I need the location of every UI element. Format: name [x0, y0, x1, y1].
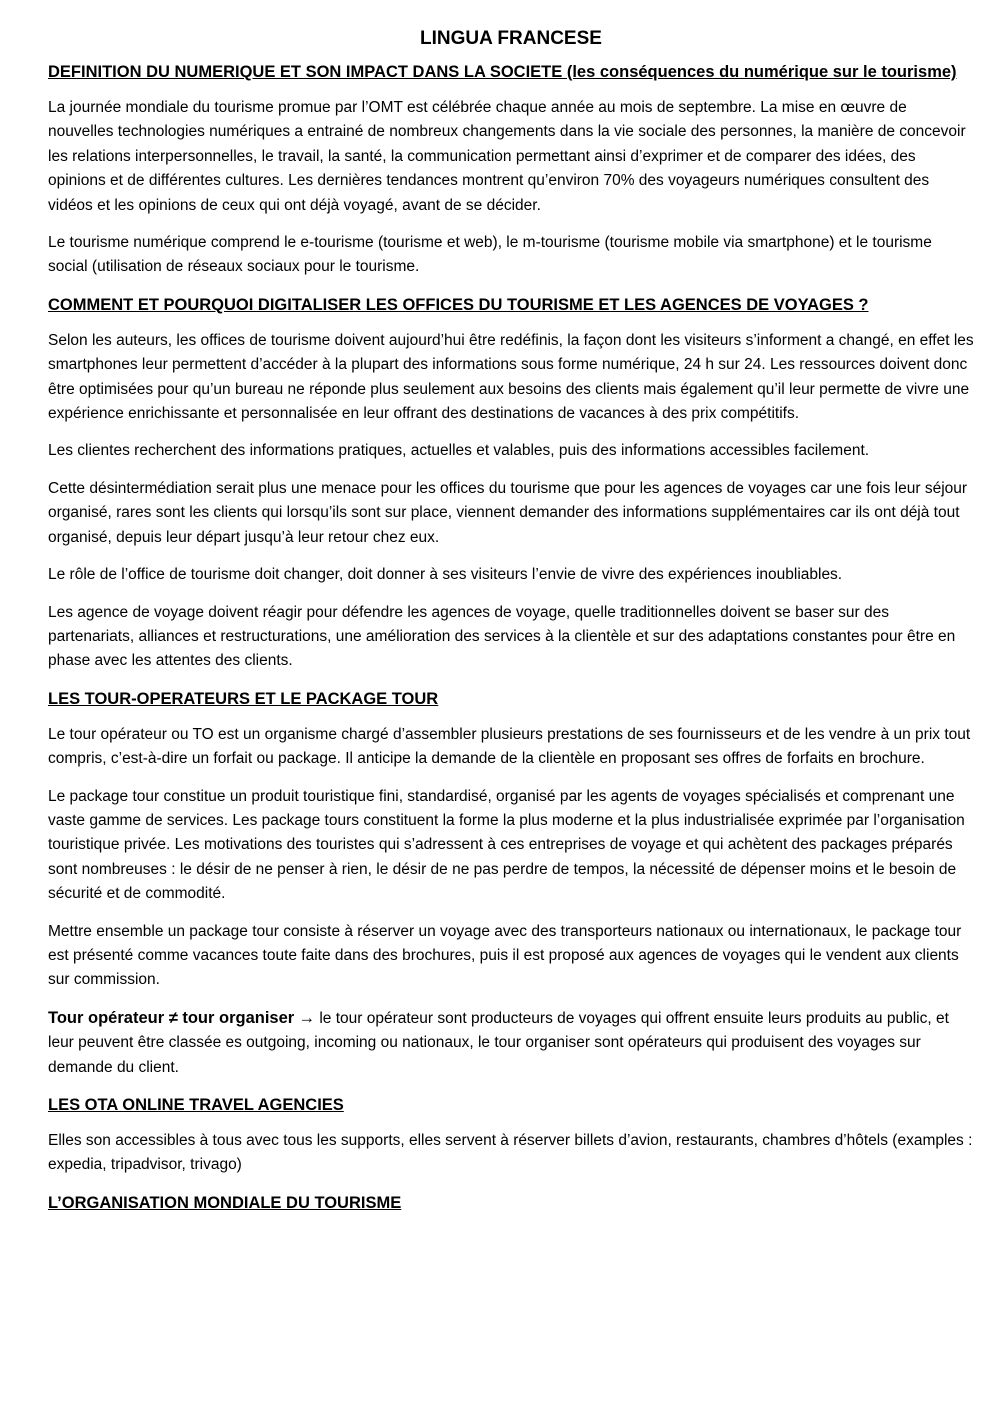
lead-term: Tour opérateur ≠ tour organiser	[48, 1008, 295, 1027]
document-title: LINGUA FRANCESE	[420, 28, 602, 49]
paragraph: Le tourisme numérique comprend le e-tourisme (tourisme et web), le m-tourisme (tourisme mobile via smartphone) et le tourisme social (utilisation de réseaux sociaux pour le tourisme.	[48, 234, 932, 276]
paragraph: Elles son accessibles à tous avec tous les supports, elles servent à réserver billets d’avion, restaurants, chambres d’hôtels (examples : expedia, tripadvisor, trivago)	[48, 1132, 973, 1174]
paragraph: Selon les auteurs, les offices de tourisme doivent aujourd’hui être redéfinis, la façon dont les visiteurs s’informent a changé, en effet les smartphones leur permettent d’accéder à la plupart des informations sous forme numérique, 24 h sur 24. Les ressources doivent donc être optimisées pour qu’un bureau ne réponde plus seulement aux besoins des clients mais également qu’il leur permette de vivre une expérience enrichissante et personnalisée en leur offrant des destinations de vacances à des prix compétitifs.	[48, 331, 974, 423]
section-heading-tour-operateurs: LES TOUR-OPERATEURS ET LE PACKAGE TOUR	[48, 689, 439, 708]
paragraph: Les clientes recherchent des informations pratiques, actuelles et valables, puis des informations accessibles facilement.	[48, 442, 870, 460]
section-heading-numerique: DEFINITION DU NUMERIQUE ET SON IMPACT DANS LA SOCIETE (les conséquences du numérique sur le tourisme)	[48, 63, 957, 81]
paragraph: Le package tour constitue un produit touristique fini, standardisé, organisé par les agents de voyages spécialisés et comprenant une vaste gamme de services. Les package tours constituent la forme la plus moderne et la plus industrialisée exprimée par l’organisation touristique privée. Les motivations des touristes qui s’adressent à ces entreprises de voyage et qui achètent des packages préparés sont nombreuses : le désir de ne penser à rien, le désir de ne pas perdre de tempos, la nécessité de dépenser moins et le besoin de sécurité et de commodité.	[48, 787, 965, 903]
section-heading-ota: LES OTA ONLINE TRAVEL AGENCIES	[48, 1096, 344, 1114]
paragraph: Le rôle de l’office de tourisme doit changer, doit donner à ses visiteurs l’envie de vivre des expériences inoubliables.	[48, 566, 843, 584]
paragraph: Cette désintermédiation serait plus une menace pour les offices du tourisme que pour les agences de voyages car une fois leur séjour organisé, rares sont les clients qui lorsqu’ils sont sur place, viennent demander des informations supplémentaires car ils ont déjà tout organisé, depuis leur départ jusqu’à leur retour chez eux.	[48, 479, 968, 546]
paragraph: Mettre ensemble un package tour consiste à réserver un voyage avec des transporteurs nationaux ou internationaux, le package tour est présenté comme vacances toute faite dans des brochures, puis il est proposé aux agences de voyages qui le vendent aux clients sur commission.	[48, 922, 962, 989]
paragraph: La journée mondiale du tourisme promue par l’OMT est célébrée chaque année au mois de septembre. La mise en œuvre de nouvelles technologies numériques a entrainé de nombreux changements dans la vie sociale des personnes, la manière de concevoir les relations interpersonnelles, le travail, la santé, la communication permettant ainsi d’exprimer et de comparer des idées, des opinions et de différentes cultures. Les dernières tendances montrent qu’environ 70% des voyageurs numériques consultent des vidéos et les opinions de ceux qui ont déjà voyagé, avant de se décider.	[48, 99, 966, 214]
paragraph: Les agence de voyage doivent réagir pour défendre les agences de voyage, quelle traditionnelles doivent se baser sur des partenariats, alliances et restructurations, une amélioration des services à la clientèle et sur des adaptations constantes pour être en phase avec les attentes des clients.	[48, 603, 956, 670]
section-heading-omt: L’ORGANISATION MONDIALE DU TOURISME	[48, 1193, 402, 1212]
lead-text: le tour opérateur sont producteurs de voyages qui offrent ensuite leurs produits au public, et leur peuvent être classée es outgoing, incoming ou nationaux, le tour organiser sont opérateurs qui produisent des voyages sur demande du client.	[48, 1009, 949, 1076]
arrow-right-icon: →	[298, 1008, 316, 1027]
lead-paragraph	[48, 1006, 974, 1080]
paragraph: Le tour opérateur ou TO est un organisme chargé d’assembler plusieurs prestations de ses fournisseurs et de les vendre à un prix tout compris, c’est-à-dire un forfait ou package. Il anticipe la demande de la clientèle en proposant ses offres de forfaits en brochure.	[48, 725, 971, 768]
section-heading-digitaliser: COMMENT ET POURQUOI DIGITALISER LES OFFICES DU TOURISME ET LES AGENCES DE VOYAGES ?	[48, 295, 869, 314]
